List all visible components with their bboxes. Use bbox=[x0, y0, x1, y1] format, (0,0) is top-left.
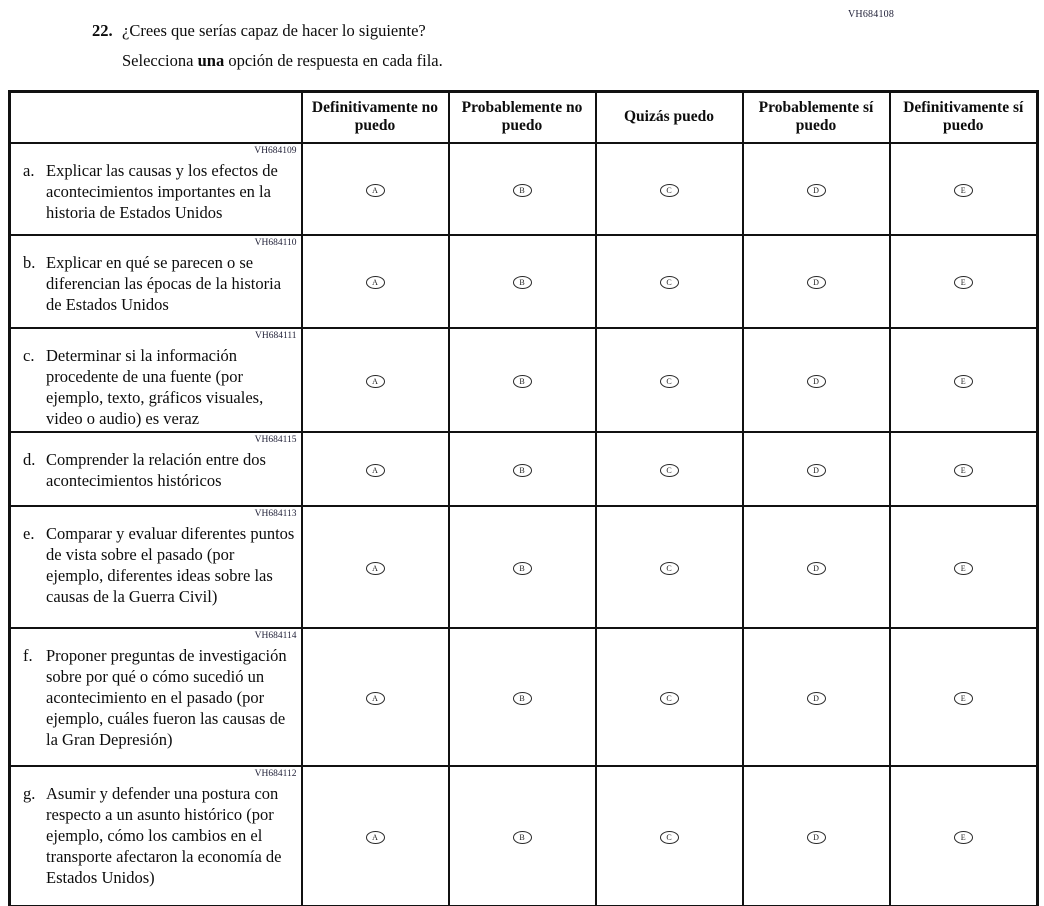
answer-bubble-b[interactable]: B bbox=[513, 464, 532, 477]
answer-bubble-e[interactable]: E bbox=[954, 375, 973, 388]
table-row bbox=[10, 235, 1038, 328]
option-cell bbox=[890, 506, 1038, 628]
option-cell bbox=[302, 506, 449, 628]
column-header: Probablemente no puedo bbox=[449, 92, 596, 143]
answer-bubble-c[interactable]: C bbox=[660, 375, 679, 388]
row-accession-code: VH684110 bbox=[254, 237, 297, 248]
answer-bubble-d[interactable]: D bbox=[807, 831, 826, 844]
option-cell bbox=[449, 766, 596, 906]
answer-bubble-d[interactable]: D bbox=[807, 184, 826, 197]
instruction-suffix: opción de respuesta en cada fila. bbox=[224, 51, 443, 70]
option-cell bbox=[302, 766, 449, 906]
table-row bbox=[10, 432, 1038, 506]
answer-bubble-e[interactable]: E bbox=[954, 831, 973, 844]
row-letter: c. bbox=[23, 345, 35, 365]
option-cell bbox=[743, 235, 890, 328]
row-stem-cell bbox=[10, 506, 302, 628]
question-instruction bbox=[92, 46, 792, 76]
row-stem-cell bbox=[10, 328, 302, 432]
row-letter: g. bbox=[23, 783, 36, 803]
row-accession-code: VH684114 bbox=[254, 630, 297, 641]
option-cell bbox=[743, 143, 890, 235]
answer-bubble-c[interactable]: C bbox=[660, 276, 679, 289]
answer-bubble-d[interactable]: D bbox=[807, 375, 826, 388]
row-stem-cell bbox=[10, 766, 302, 906]
option-cell bbox=[449, 328, 596, 432]
row-accession-code: VH684111 bbox=[254, 330, 297, 341]
answer-bubble-a[interactable]: A bbox=[366, 831, 385, 844]
row-accession-code: VH684112 bbox=[254, 768, 297, 779]
answer-bubble-a[interactable]: A bbox=[366, 375, 385, 388]
row-stem-cell bbox=[10, 432, 302, 506]
answer-bubble-c[interactable]: C bbox=[660, 831, 679, 844]
answer-bubble-d[interactable]: D bbox=[807, 562, 826, 575]
answer-bubble-e[interactable]: E bbox=[954, 692, 973, 705]
row-text: Explicar en qué se parecen o se diferencian las épocas de la historia de Estados Unidos bbox=[46, 252, 282, 314]
column-header: Definitivamente no puedo bbox=[302, 92, 449, 143]
option-cell bbox=[743, 506, 890, 628]
answer-bubble-c[interactable]: C bbox=[660, 692, 679, 705]
option-cell bbox=[890, 328, 1038, 432]
option-cell bbox=[449, 628, 596, 766]
response-matrix-table bbox=[8, 90, 1039, 906]
option-cell bbox=[743, 328, 890, 432]
answer-bubble-e[interactable]: E bbox=[954, 276, 973, 289]
option-cell bbox=[302, 628, 449, 766]
table-row bbox=[10, 506, 1038, 628]
option-cell bbox=[302, 143, 449, 235]
row-accession-code: VH684109 bbox=[254, 145, 297, 156]
answer-bubble-d[interactable]: D bbox=[807, 464, 826, 477]
option-cell bbox=[890, 628, 1038, 766]
table-row bbox=[10, 143, 1038, 235]
answer-bubble-a[interactable]: A bbox=[366, 464, 385, 477]
question-accession-code: VH684108 bbox=[848, 9, 895, 20]
answer-bubble-b[interactable]: B bbox=[513, 184, 532, 197]
answer-bubble-c[interactable]: C bbox=[660, 184, 679, 197]
answer-bubble-a[interactable]: A bbox=[366, 184, 385, 197]
question-block bbox=[92, 16, 792, 76]
option-cell bbox=[743, 766, 890, 906]
row-accession-code: VH684113 bbox=[254, 508, 297, 519]
option-cell bbox=[449, 506, 596, 628]
row-text: Comparar y evaluar diferentes puntos de vista sobre el pasado (por ejemplo, diferentes ideas sobre las causas de la Guerra Civil) bbox=[46, 523, 295, 606]
row-stem-cell bbox=[10, 235, 302, 328]
option-cell bbox=[890, 432, 1038, 506]
row-accession-code: VH684115 bbox=[254, 434, 297, 445]
row-letter: e. bbox=[23, 523, 35, 543]
answer-bubble-d[interactable]: D bbox=[807, 276, 826, 289]
question-text: ¿Crees que serías capaz de hacer lo siguiente? bbox=[122, 21, 426, 40]
answer-bubble-b[interactable]: B bbox=[513, 562, 532, 575]
question-number: 22. bbox=[92, 21, 113, 40]
row-item bbox=[23, 645, 295, 750]
row-text: Asumir y defender una postura con respecto a un asunto histórico (por ejemplo, cómo los cambios en el transporte afectaron la economía de Estados Unidos) bbox=[46, 783, 282, 887]
answer-bubble-b[interactable]: B bbox=[513, 276, 532, 289]
option-cell bbox=[596, 628, 743, 766]
answer-bubble-a[interactable]: A bbox=[366, 562, 385, 575]
answer-bubble-d[interactable]: D bbox=[807, 692, 826, 705]
column-header: Definitivamente sí puedo bbox=[890, 92, 1038, 143]
row-item bbox=[23, 252, 295, 315]
option-cell bbox=[596, 328, 743, 432]
option-cell bbox=[302, 432, 449, 506]
row-item bbox=[23, 523, 295, 607]
table-row bbox=[10, 328, 1038, 432]
answer-bubble-e[interactable]: E bbox=[954, 464, 973, 477]
row-letter: b. bbox=[23, 252, 36, 272]
row-letter: a. bbox=[23, 160, 35, 180]
option-cell bbox=[302, 235, 449, 328]
option-cell bbox=[890, 235, 1038, 328]
row-stem-cell bbox=[10, 628, 302, 766]
answer-bubble-e[interactable]: E bbox=[954, 184, 973, 197]
answer-bubble-a[interactable]: A bbox=[366, 276, 385, 289]
row-text: Determinar si la información procedente de una fuente (por ejemplo, texto, gráficos visuales, video o audio) es veraz bbox=[46, 345, 264, 428]
option-cell bbox=[302, 328, 449, 432]
answer-bubble-e[interactable]: E bbox=[954, 562, 973, 575]
option-cell bbox=[596, 143, 743, 235]
answer-bubble-b[interactable]: B bbox=[513, 692, 532, 705]
option-cell bbox=[596, 235, 743, 328]
option-cell bbox=[596, 766, 743, 906]
answer-bubble-b[interactable]: B bbox=[513, 375, 532, 388]
row-letter: d. bbox=[23, 449, 36, 469]
row-item bbox=[23, 449, 295, 491]
answer-bubble-c[interactable]: C bbox=[660, 562, 679, 575]
column-header: Quizás puedo bbox=[596, 92, 743, 143]
option-cell bbox=[449, 235, 596, 328]
row-text: Proponer preguntas de investigación sobre por qué o cómo sucedió un acontecimiento en el pasado (por ejemplo, cuáles fueron las causas de la Gran Depresión) bbox=[46, 645, 287, 749]
question-line bbox=[92, 16, 792, 46]
row-text: Explicar las causas y los efectos de acontecimientos importantes en la historia de Estados Unidos bbox=[46, 160, 278, 222]
option-cell bbox=[596, 432, 743, 506]
stem-header-cell-empty bbox=[10, 92, 302, 143]
row-item bbox=[23, 160, 295, 223]
row-stem-cell bbox=[10, 143, 302, 235]
option-cell bbox=[449, 143, 596, 235]
option-cell bbox=[596, 506, 743, 628]
answer-bubble-b[interactable]: B bbox=[513, 831, 532, 844]
column-header: Probablemente sí puedo bbox=[743, 92, 890, 143]
table-header-row bbox=[10, 92, 1038, 143]
option-cell bbox=[890, 766, 1038, 906]
row-text: Comprender la relación entre dos acontecimientos históricos bbox=[46, 449, 266, 490]
instruction-prefix: Selecciona bbox=[122, 51, 198, 70]
answer-bubble-c[interactable]: C bbox=[660, 464, 679, 477]
table-row bbox=[10, 628, 1038, 766]
option-cell bbox=[743, 432, 890, 506]
row-item bbox=[23, 345, 295, 429]
table-row bbox=[10, 766, 1038, 906]
answer-bubble-a[interactable]: A bbox=[366, 692, 385, 705]
row-letter: f. bbox=[23, 645, 33, 665]
option-cell bbox=[743, 628, 890, 766]
instruction-bold-word: una bbox=[197, 51, 225, 70]
option-cell bbox=[449, 432, 596, 506]
option-cell bbox=[890, 143, 1038, 235]
row-item bbox=[23, 783, 295, 888]
